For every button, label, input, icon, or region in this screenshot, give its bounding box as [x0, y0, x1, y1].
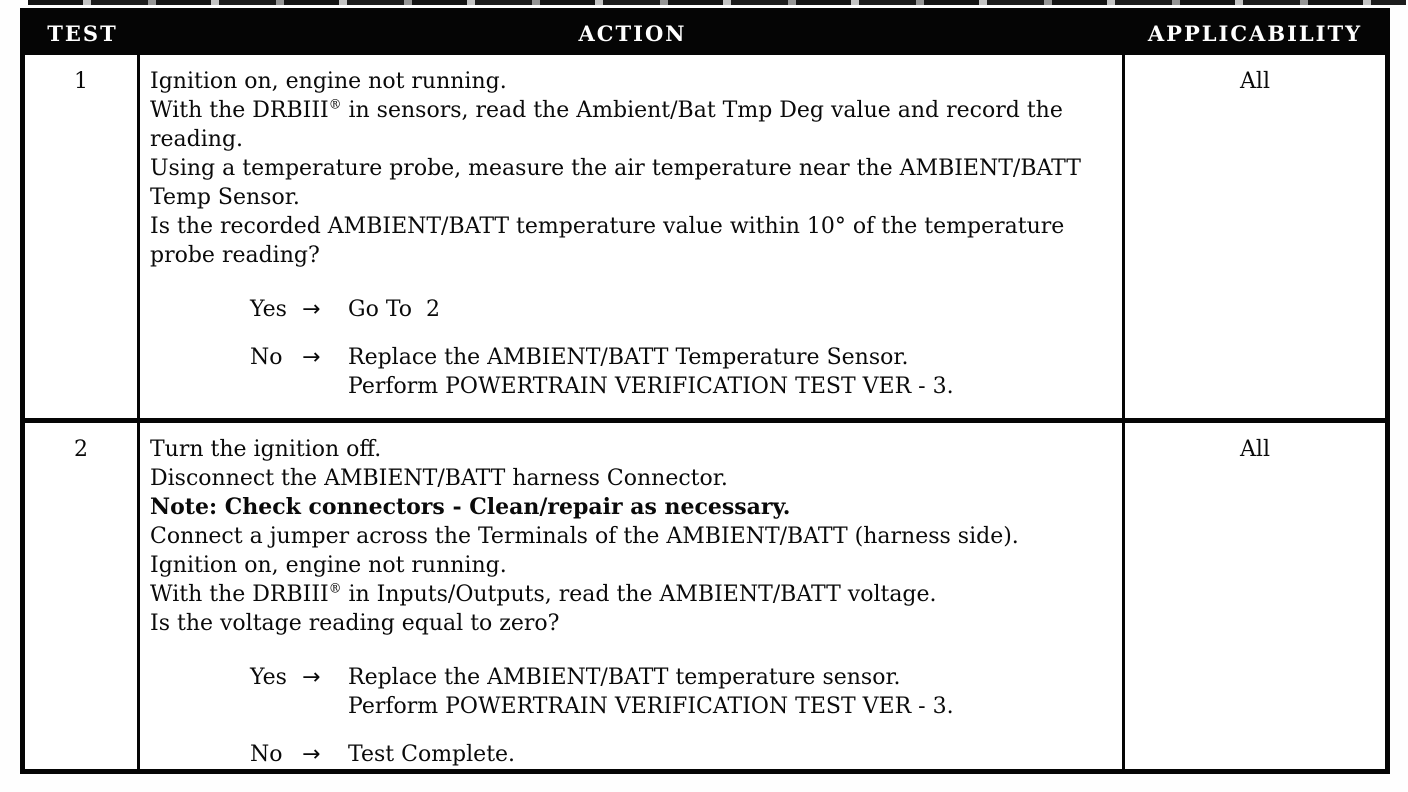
table-row-test-2 — [25, 418, 1385, 769]
table-header-row — [25, 13, 1385, 55]
action-text: in sensors, read the Ambient/Bat Tmp Deg value and record the reading. — [150, 98, 1063, 152]
scan-artifact-line — [28, 0, 1406, 5]
action-paragraph: Is the voltage reading equal to zero? — [150, 611, 560, 636]
branch-answer-label: No — [250, 742, 283, 767]
header-test: TEST — [47, 21, 118, 46]
branch-results — [348, 295, 1116, 324]
test-number: 2 — [25, 423, 140, 769]
branch-yes — [250, 663, 1116, 721]
branch-result-line: Replace the AMBIENT/BATT temperature sensor. — [348, 665, 901, 690]
action-paragraph: Ignition on, engine not running. — [150, 553, 507, 578]
action-text: With the DRBIII — [150, 582, 329, 607]
branch-answer-label: Yes — [250, 665, 287, 690]
branch-answer-label: No — [250, 345, 283, 370]
action-paragraph: Turn the ignition off. — [150, 437, 382, 462]
header-applicability: APPLICABILITY — [1147, 21, 1363, 46]
registered-trademark-symbol: ® — [328, 581, 342, 597]
branch-results — [348, 740, 1116, 769]
applicability-value: All — [1240, 69, 1270, 94]
table-row-test-1 — [25, 55, 1385, 418]
arrow-icon: → — [302, 742, 321, 767]
branch-results — [348, 663, 1116, 721]
action-note-paragraph: Note: Check connectors - Clean/repair as necessary. — [150, 494, 791, 520]
arrow-icon: → — [302, 345, 321, 370]
action-cell — [140, 55, 1125, 418]
registered-trademark-symbol: ® — [328, 97, 342, 113]
branch-result-line: Go To 2 — [348, 297, 441, 322]
action-paragraph: Is the recorded AMBIENT/BATT temperature value within 10° of the temperature probe reading? — [150, 214, 1065, 268]
action-paragraph: Disconnect the AMBIENT/BATT harness Connector. — [150, 466, 728, 491]
branch-result-line: Perform POWERTRAIN VERIFICATION TEST VER - 3. — [348, 694, 954, 719]
test-number: 1 — [25, 55, 140, 418]
branch-answer-label: Yes — [250, 297, 287, 322]
action-paragraph — [150, 96, 1116, 154]
action-text: in Inputs/Outputs, read the AMBIENT/BATT voltage. — [341, 582, 937, 607]
arrow-icon: → — [302, 297, 321, 322]
action-cell — [140, 423, 1125, 769]
branch-yes — [250, 295, 1116, 324]
action-text: With the DRBIII — [150, 98, 329, 123]
branch-result-line: Perform POWERTRAIN VERIFICATION TEST VER - 3. — [348, 374, 954, 399]
arrow-icon: → — [302, 665, 321, 690]
branch-results — [348, 343, 1116, 401]
branch-no — [250, 740, 1116, 769]
branch-no — [250, 343, 1116, 401]
action-paragraph — [150, 580, 1116, 609]
action-paragraph: Ignition on, engine not running. — [150, 69, 507, 94]
branch-result-line: Test Complete. — [348, 742, 516, 767]
header-action: ACTION — [578, 21, 687, 46]
applicability-value: All — [1240, 437, 1270, 462]
action-paragraph: Using a temperature probe, measure the air temperature near the AMBIENT/BATT Temp Sensor. — [150, 156, 1081, 210]
diagnostic-test-table — [20, 8, 1390, 774]
branch-result-line: Replace the AMBIENT/BATT Temperature Sensor. — [348, 345, 909, 370]
action-paragraph: Connect a jumper across the Terminals of the AMBIENT/BATT (harness side). — [150, 524, 1019, 549]
